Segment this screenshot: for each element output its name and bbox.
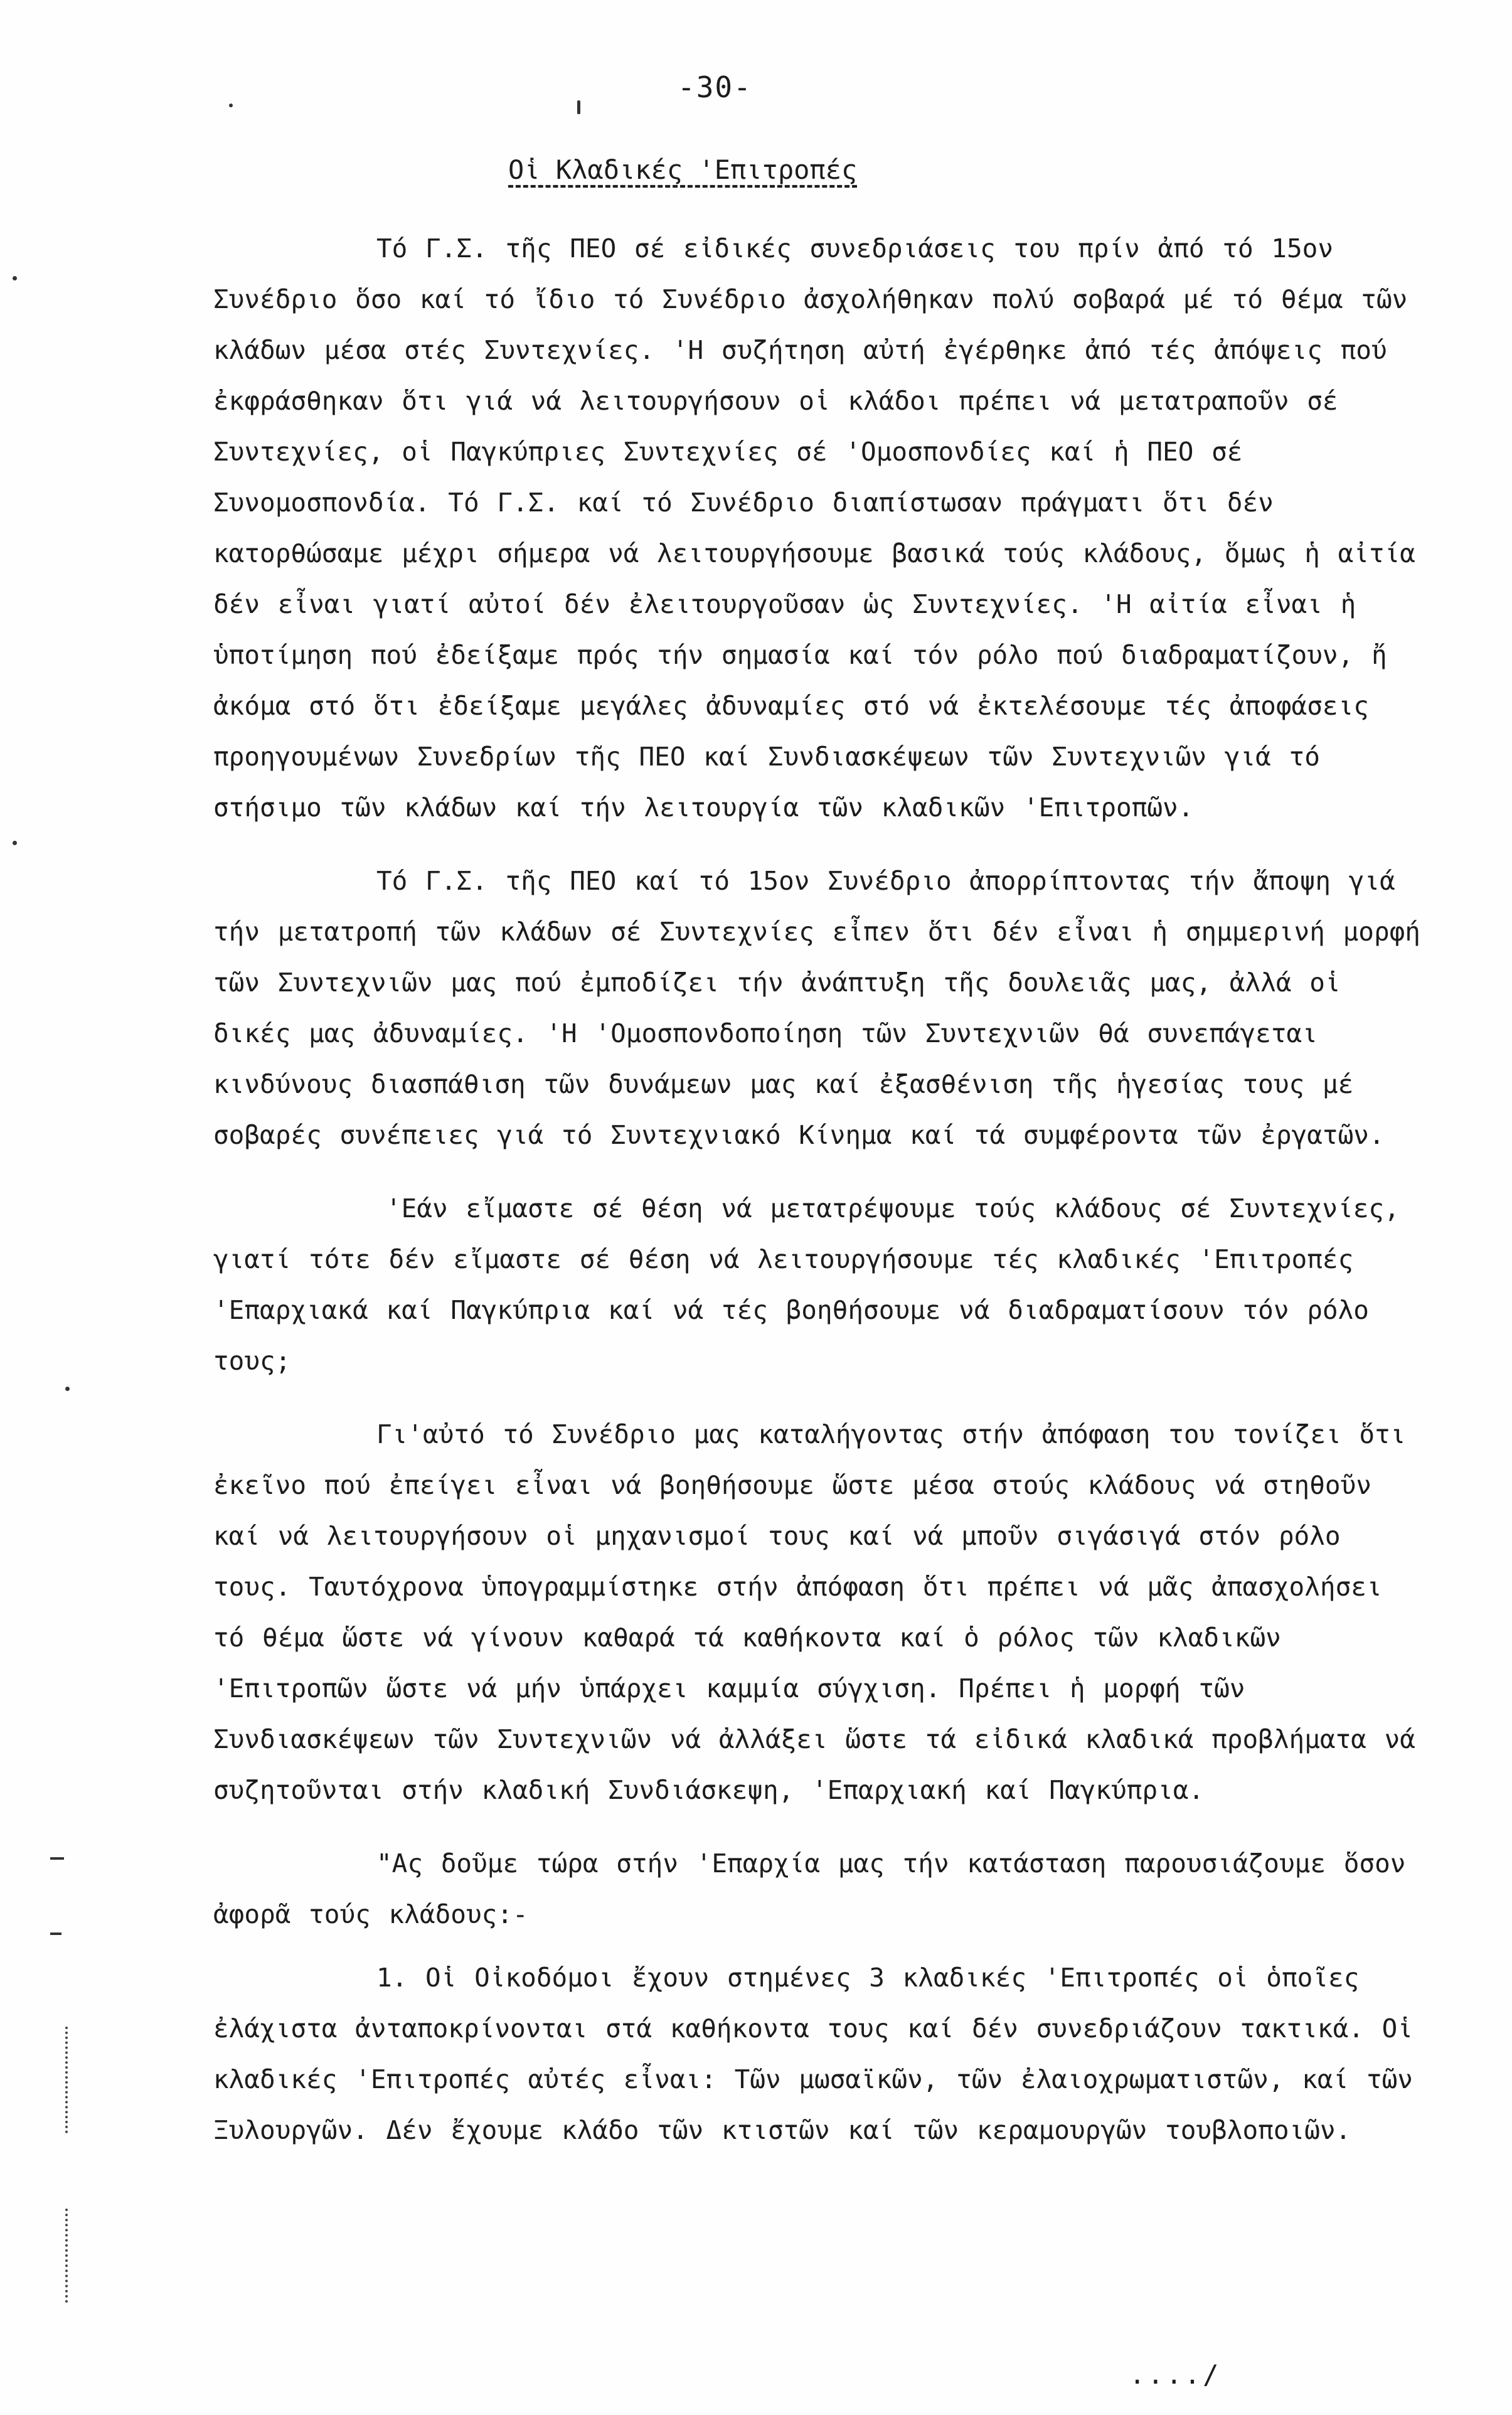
- paragraph-rhetorical-question: 'Εάν εἴμαστε σέ θέση νά μετατρέψουμε τούς κλάδους σέ Συντεχνίες, γιατί τότε δέν εἴμαστε σέ θέση νά λειτουργήσουμε τές κλαδικές 'Επιτροπές 'Επαρχιακά καί Παγκύπρια καί νά τές βοηθήσουμε νά διαδραματίσουν τόν ρόλο τους;: [213, 1193, 1400, 1376]
- page-number: -30-: [678, 70, 752, 104]
- margin-dash: [50, 1933, 61, 1935]
- paragraph-congress-conclusion: Γι'αὐτό τό Συνέδριο μας καταλήγοντας στήν ἀπόφαση του τονίζει ὅτι ἐκεῖνο πού ἐπείγει εἶναι νά βοηθήσουμε ὥστε μέσα στούς κλάδους νά στηθοῦν καί νά λειτουργήσουν οἱ μηχανισμοί τους καί νά μποῦν σιγάσιγά στόν ρόλο τους. Ταυτόχρονα ὑπογραμμίστηκε στήν ἀπόφαση ὅτι πρέπει νά μᾶς ἀπασχολήσει τό θέμα ὥστε νά γίνουν καθαρά τά καθήκοντα καί ὁ ρόλος τῶν κλαδικῶν 'Επιτροπῶν ὥστε νά μήν ὑπάρχει καμμία σύγχιση. Πρέπει ἡ μορφή τῶν Συνδιασκέψεων τῶν Συντεχνιῶν νά ἀλλάξει ὥστε τά εἰδικά κλαδικά προβλήματα νά συζητοῦνται στήν κλαδική Συνδιάσκεψη, 'Επαρχιακή καί Παγκύπρια.: [213, 1419, 1415, 1805]
- paragraph-congress-rejection: Τό Γ.Σ. τῆς ΠΕΟ καί τό 15ον Συνέδριο ἀπορρίπτοντας τήν ἄποψη γιά τήν μετατροπή τῶν κλάδων σέ Συντεχνίες εἶπεν ὅτι δέν εἶναι ἡ σημμερινή μορφή τῶν Συντεχνιῶν μας πού ἐμποδίζει τήν ἀνάπτυξη τῆς δουλειᾶς μας, ἀλλά οἱ δικές μας ἀδυναμίες. 'Η 'Ομοσπονδοποίηση τῶν Συντεχνιῶν θά συνεπάγεται κινδύνους διασπάθιση τῶν δυνάμεων μας καί ἐξασθένιση τῆς ἡγεσίας τους μέ σοβαρές συνέπειες γιά τό Συντεχνιακό Κίνημα καί τά συμφέροντα τῶν ἐργατῶν.: [213, 866, 1420, 1150]
- body-text: [213, 223, 1424, 2156]
- margin-dotted-line: [65, 2209, 70, 2303]
- continuation-mark: ..../: [1129, 2359, 1222, 2390]
- margin-speck: [65, 1387, 70, 1391]
- paragraph-builders-item: 1. Οἱ Οἰκοδόμοι ἔχουν στημένες 3 κλαδικές 'Επιτροπές οἱ ὁποῖες ἐλάχιστα ἀνταποκρίνονται στά καθήκοντα τους καί δέν συνεδριάζουν τακτικά. Οἱ κλαδικές 'Επιτροπές αὐτές εἶναι: Τῶν μωσαϊκῶν, τῶν ἐλαιοχρωματιστῶν, καί τῶν Ξυλουργῶν. Δέν ἔχουμε κλάδο τῶν κτιστῶν καί τῶν κεραμουργῶν τουβλοποιῶν.: [213, 1963, 1413, 2145]
- margin-speck: [577, 100, 580, 114]
- paragraph-general-council: Τό Γ.Σ. τῆς ΠΕΟ σέ εἰδικές συνεδριάσεις του πρίν ἀπό τό 15ον Συνέδριο ὅσο καί τό ἴδιο τό Συνέδριο ἀσχολήθηκαν πολύ σοβαρά μέ τό θέμα τῶν κλάδων μέσα στές Συντεχνίες. 'Η συζήτηση αὐτή ἐγέρθηκε ἀπό τές ἀπόψεις πού ἐκφράσθηκαν ὅτι γιά νά λειτουργήσουν οἱ κλάδοι πρέπει νά μετατραποῦν σέ Συντεχνίες, οἱ Παγκύπριες Συντεχνίες σέ 'Ομοσπονδίες καί ἡ ΠΕΟ σέ Συνομοσπονδία. Τό Γ.Σ. καί τό Συνέδριο διαπίστωσαν πράγματι ὅτι δέν κατορθώσαμε μέχρι σήμερα νά λειτουργήσουμε βασικά τούς κλάδους, ὅμως ἡ αἰτία δέν εἶναι γιατί αὐτοί δέν ἐλειτουργοῦσαν ὡς Συντεχνίες. 'Η αἰτία εἶναι ἡ ὑποτίμηση πού ἐδείξαμε πρός τήν σημασία καί τόν ρόλο πού διαδραματίζουν, ἤ ἀκόμα στό ὅτι ἐδείξαμε μεγάλες ἀδυναμίες στό νά ἐκτελέσουμε τές ἀποφάσεις προηγουμένων Συνεδρίων τῆς ΠΕΟ καί Συνδιασκέψεων τῶν Συντεχνιῶν γιά τό στήσιμο τῶν κλάδων καί τήν λειτουργία τῶν κλαδικῶν 'Επιτροπῶν.: [213, 233, 1415, 823]
- margin-dash: [50, 1857, 64, 1860]
- margin-speck: [13, 276, 17, 280]
- margin-speck: [13, 841, 17, 845]
- margin-speck: [229, 104, 233, 107]
- margin-dotted-line: [65, 2027, 70, 2133]
- paragraph-district-status: "Ας δοῦμε τώρα στήν 'Επαρχία μας τήν κατάσταση παρουσιάζουμε ὅσον ἀφορᾶ τούς κλάδους:-: [213, 1848, 1406, 1929]
- section-heading: Οἱ Κλαδικές 'Επιτροπές: [508, 154, 858, 185]
